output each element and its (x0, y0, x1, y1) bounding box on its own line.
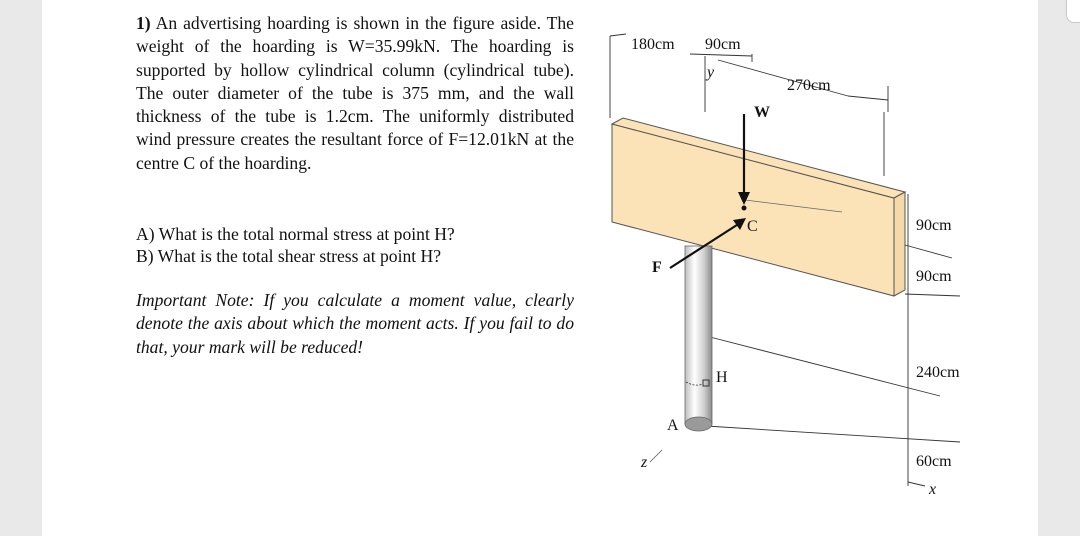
question-a: A) What is the total normal stress at point H? (136, 224, 455, 244)
problem-number: 1) (136, 13, 151, 33)
label-c: C (747, 218, 758, 235)
dim-90cm-a: 90cm (916, 217, 952, 234)
hollow-column (685, 246, 712, 424)
dim-90cm-b: 90cm (916, 268, 952, 285)
label-x-axis: x (929, 481, 937, 498)
question-b: B) What is the total shear stress at point H? (136, 246, 442, 266)
label-y-axis: y (707, 64, 715, 81)
label-f: F (652, 259, 662, 276)
hoarding-board-side (894, 192, 905, 296)
dim-90cm-top: 90cm (705, 36, 741, 53)
z-axis-line (650, 450, 662, 462)
label-h: H (716, 369, 728, 386)
dim-60cm: 60cm (916, 453, 952, 470)
label-z-axis: z (641, 454, 648, 471)
dim-240cm: 240cm (916, 364, 960, 381)
important-note: Important Note: If you calculate a moment value, clearly denote the axis about which the moment acts. If you fail to do that, your mark will be reduced! (136, 290, 574, 357)
label-w: W (754, 104, 770, 121)
dim-180cm: 180cm (631, 36, 675, 53)
problem-text: An advertising hoarding is shown in the figure aside. The weight of the hoarding is W=35.99kN. The hoarding is supported by hollow cylindrical column (cylindrical tube). The outer diameter of the tube is 375 mm, and the wall thickness of the tube is 1.2cm. The uniformly distributed wind pressure creates the resultant force of F=12.01kN at the centre C of the hoarding. (136, 13, 574, 173)
column-base (685, 417, 712, 431)
centre-point (742, 206, 747, 211)
dim-270cm: 270cm (787, 77, 831, 94)
label-a: A (667, 417, 679, 434)
